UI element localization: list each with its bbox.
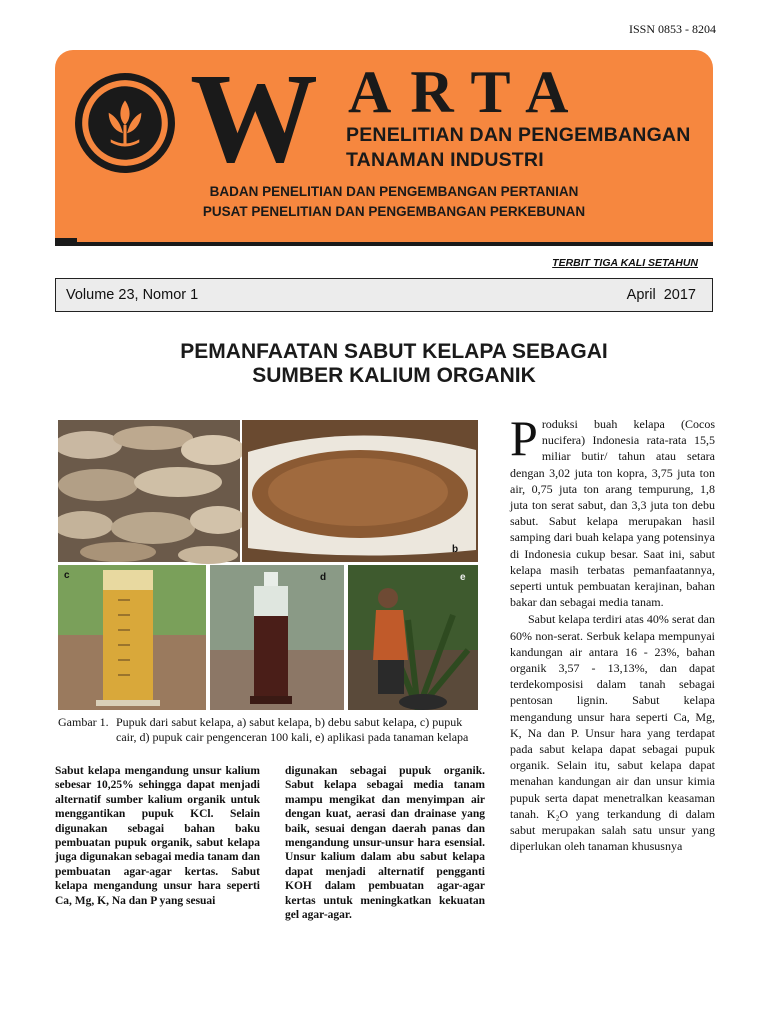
body-paragraph-1-text: roduksi buah kelapa (Cocos nucifera) Indonesia rata-rata 15,5 miliar butir/ tahun atau setara dengan 3,02 juta ton kopra, 3,75 juta ton air, 0,75 juta ton arang tempurung, 1,8 juta ton serat sabut, dan 3,3 juta ton debu sabut. Sabut kelapa merupakan hasil samping dari buah kelapa yang potensinya di Indonesia cukup besar. Saat ini, sabut kelapa masih terbatas pemanfaatannya, seperti untuk pembuatan kerajinan, bahan bakar dan sebagai media tanam. xyxy=(510,417,715,610)
drop-cap: P xyxy=(510,410,538,466)
article-title xyxy=(60,340,728,388)
summary-column-left: Sabut kelapa mengandung unsur kalium sebesar 10,25% sehingga dapat menjadi alternatif sumber kalium organik untuk menggantikan pupuk KCl. Selain digunakan sebagai bahan baku pembuatan pupuk organik, sabut kelapa juga digunakan sebagai media tanam dan pembuatan agar-agar kertas. Sabut kelapa mengandung unsur hara seperti Ca, Mg, K, Na dan P yang sesuai xyxy=(55,765,260,907)
body-column-right xyxy=(510,410,715,854)
masthead-w-letter: W xyxy=(190,47,314,189)
publication-frequency: TERBIT TIGA KALI SETAHUN xyxy=(552,257,698,269)
body-paragraph-1 xyxy=(510,410,715,610)
figure-photo-collage xyxy=(58,420,478,710)
photo-panel-a xyxy=(58,420,246,564)
body-paragraph-2: Sabut kelapa terdiri atas 40% serat dan 60% non-serat. Serbuk kelapa mempunyai kandungan air antara 16 - 23%, bahan organik 3,57 - 13,13%, dan dapat terdekomposisi dalam tanah sebagai pentosan lignin. Sabut kelapa mengandung unsur hara seperti Ca, Mg, K, Na dan P. Unsur hara yang terdapat pada sabut kelapa dapat sebagai pupuk organik. Selain itu, sabut kelapa dapat menahan kandungan air dan unsur kimia pupuk serta dapat menetralkan keasaman tanah. K₂O yang terkandung di dalam sabut merupakan salah satu unsur yang diperlukan oleh tanaman khususnya xyxy=(510,612,715,854)
figure-caption-text: Pupuk dari sabut kelapa, a) sabut kelapa, b) debu sabut kelapa, c) pupuk cair, d) pupuk cair pengenceran 100 kali, e) aplikasi pada tanaman kelapa xyxy=(116,715,469,744)
photo-panel-c xyxy=(58,565,206,710)
figure-caption-label: Gambar 1. xyxy=(58,715,109,729)
issue-volume: Volume 23, Nomor 1 xyxy=(66,287,199,303)
article-title-line1: PEMANFAATAN SABUT KELAPA SEBAGAI xyxy=(180,340,608,363)
photo-panel-e xyxy=(348,565,478,710)
government-seal-icon xyxy=(74,72,176,174)
issn-number: ISSN 0853 - 8204 xyxy=(628,22,716,36)
panel-label-d: d xyxy=(320,572,327,583)
masthead-subtitle-line1: PENELITIAN DAN PENGEMBANGAN xyxy=(346,124,691,146)
agency-line2: PUSAT PENELITIAN DAN PENGEMBANGAN PERKEBUNAN xyxy=(202,204,586,219)
issue-date: April 2017 xyxy=(626,287,696,303)
issue-bar xyxy=(55,278,713,312)
panel-label-e: e xyxy=(460,572,466,583)
summary-column-middle: digunakan sebagai pupuk organik. Sabut kelapa sebagai media tanam mampu mengikat dan menyimpan air dengan kuat, aerasi dan drainase yang baik, sesuai dengan daerah panas dan mengandung unsur-unsur hara esensial. Unsur kalium dalam abu sabut kelapa dapat menjadi alternatif pengganti KOH dalam pembuatan agar-agar kertas untuk meningkatkan kekuatan gel agar-agar. xyxy=(285,765,485,922)
article-title-line2: SUMBER KALIUM ORGANIK xyxy=(252,364,536,387)
photo-panel-b xyxy=(242,420,478,562)
photo-panel-d xyxy=(210,565,344,710)
agency-line1: BADAN PENELITIAN DAN PENGEMBANGAN PERTANIAN xyxy=(209,184,579,199)
masthead-title: ARTA xyxy=(348,59,588,125)
masthead-tab xyxy=(55,238,77,246)
panel-label-c: c xyxy=(64,570,70,581)
panel-label-b: b xyxy=(452,544,459,555)
masthead-subtitle-line2: TANAMAN INDUSTRI xyxy=(346,149,544,171)
